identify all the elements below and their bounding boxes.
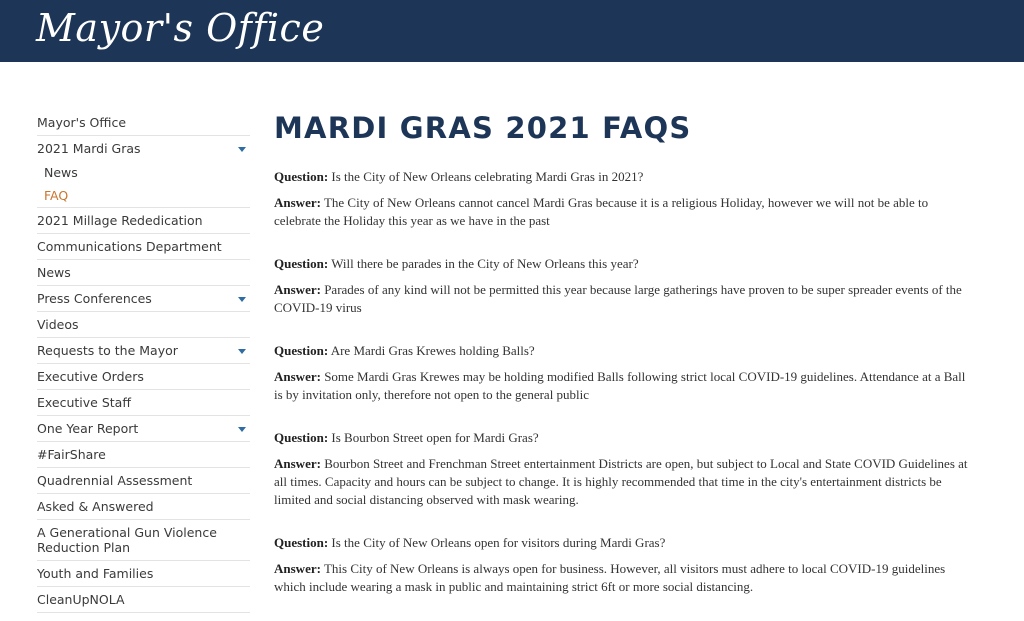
faq-answer (274, 281, 974, 317)
site-title[interactable]: Mayor's Office (36, 6, 325, 50)
answer-text: Some Mardi Gras Krewes may be holding modified Balls following strict local COVID-19 guidelines. Attendance at a Ball is by invitation only, therefore not open to the general public (274, 369, 966, 402)
sidebar-item-label: A Generational Gun Violence Reduction Plan (37, 525, 217, 555)
question-text: Will there be parades in the City of New Orleans this year? (331, 256, 639, 271)
question-text: Is Bourbon Street open for Mardi Gras? (331, 430, 539, 445)
sidebar-item-label: #FairShare (37, 447, 106, 462)
sidebar-item-quadrennial[interactable] (37, 468, 250, 494)
faq-question (274, 429, 974, 447)
sidebar-item-label: Quadrennial Assessment (37, 473, 193, 488)
sidebar-item-cleanupnola[interactable] (37, 587, 250, 613)
sidebar-item-label: Mayor's Office (37, 115, 127, 130)
sidebar-item-communications[interactable] (37, 234, 250, 260)
answer-label: Answer: (274, 456, 321, 471)
sidebar-item-executive-staff[interactable] (37, 390, 250, 416)
answer-text: This City of New Orleans is always open for business. However, all visitors must adhere to local COVID-19 guidelines which include wearing a mask in public and maintaining strict 6ft or more social distancing. (274, 561, 946, 594)
sidebar-item-videos[interactable] (37, 312, 250, 338)
sidebar-item-label: CleanUpNOLA (37, 592, 125, 607)
question-label: Question: (274, 343, 329, 358)
answer-text: The City of New Orleans cannot cancel Mardi Gras because it is a religious Holiday, however we will not be able to celebrate the Holiday this year as we have in the past (274, 195, 929, 228)
sidebar-item-fairshare[interactable] (37, 442, 250, 468)
sidebar-item-label: Executive Staff (37, 395, 131, 410)
answer-label: Answer: (274, 282, 321, 297)
sidebar-item-asked-answered[interactable] (37, 494, 250, 520)
sidebar-item-news[interactable] (37, 260, 250, 286)
faq-question (274, 342, 974, 360)
site-header (0, 0, 1024, 62)
sidebar-item-label: Executive Orders (37, 369, 144, 384)
question-text: Is the City of New Orleans open for visitors during Mardi Gras? (331, 535, 666, 550)
chevron-down-icon[interactable] (238, 349, 246, 354)
question-text: Are Mardi Gras Krewes holding Balls? (330, 343, 535, 358)
sidebar-item-label: Youth and Families (37, 566, 154, 581)
faq-answer (274, 194, 974, 230)
faq-answer (274, 368, 974, 404)
sidebar-item-executive-orders[interactable] (37, 364, 250, 390)
sidebar-item-label: News (44, 165, 78, 180)
sidebar-item-label: Press Conferences (37, 291, 152, 306)
chevron-down-icon[interactable] (238, 427, 246, 432)
chevron-down-icon[interactable] (238, 147, 246, 152)
question-label: Question: (274, 535, 329, 550)
sidebar-item-label: 2021 Mardi Gras (37, 141, 141, 156)
sidebar-item-one-year-report[interactable] (37, 416, 250, 442)
answer-label: Answer: (274, 561, 321, 576)
answer-label: Answer: (274, 369, 321, 384)
sidebar-subitem-news[interactable] (37, 161, 250, 184)
faq-item (274, 255, 974, 317)
sidebar-item-mayors-office[interactable] (37, 110, 250, 136)
sidebar-item-label: Communications Department (37, 239, 222, 254)
sidebar-item-label: Requests to the Mayor (37, 343, 178, 358)
page-title: MARDI GRAS 2021 FAQS (274, 111, 692, 145)
sidebar-item-label: FAQ (44, 188, 69, 203)
sidebar-item-requests[interactable] (37, 338, 250, 364)
sidebar-item-label: Asked & Answered (37, 499, 154, 514)
question-label: Question: (274, 256, 329, 271)
main-content (274, 110, 974, 621)
sidebar-item-2021-mardi-gras[interactable] (37, 136, 250, 161)
sidebar-item-millage-rededication[interactable] (37, 208, 250, 234)
sidebar-item-label: One Year Report (37, 421, 139, 436)
faq-answer (274, 560, 974, 596)
sidebar-item-label: 2021 Millage Rededication (37, 213, 203, 228)
answer-text: Parades of any kind will not be permitted this year because large gatherings have proven to be super spreader events of the COVID-19 virus (274, 282, 962, 315)
sidebar-item-label: News (37, 265, 71, 280)
question-label: Question: (274, 169, 329, 184)
faq-question (274, 168, 974, 186)
faq-item (274, 342, 974, 404)
question-label: Question: (274, 430, 329, 445)
sidebar-item-press-conferences[interactable] (37, 286, 250, 312)
chevron-down-icon[interactable] (238, 297, 246, 302)
answer-text: Bourbon Street and Frenchman Street entertainment Districts are open, but subject to Local and State COVID Guidelines at all times. Capacity and hours can be subject to change. It is highly recommended that time in the city's entertainment districts be limited and social distancing observed with mask wearing. (274, 456, 968, 507)
question-text: Is the City of New Orleans celebrating Mardi Gras in 2021? (331, 169, 644, 184)
sidebar-item-gun-violence-plan[interactable] (37, 520, 250, 561)
faq-answer (274, 455, 974, 509)
sidebar-item-youth-families[interactable] (37, 561, 250, 587)
faq-question (274, 255, 974, 273)
faq-item (274, 168, 974, 230)
sidebar-nav (37, 110, 250, 613)
answer-label: Answer: (274, 195, 321, 210)
sidebar-item-label: Videos (37, 317, 79, 332)
faq-item (274, 534, 974, 596)
faq-question (274, 534, 974, 552)
faq-item (274, 429, 974, 509)
sidebar-subitem-faq[interactable] (37, 184, 250, 208)
